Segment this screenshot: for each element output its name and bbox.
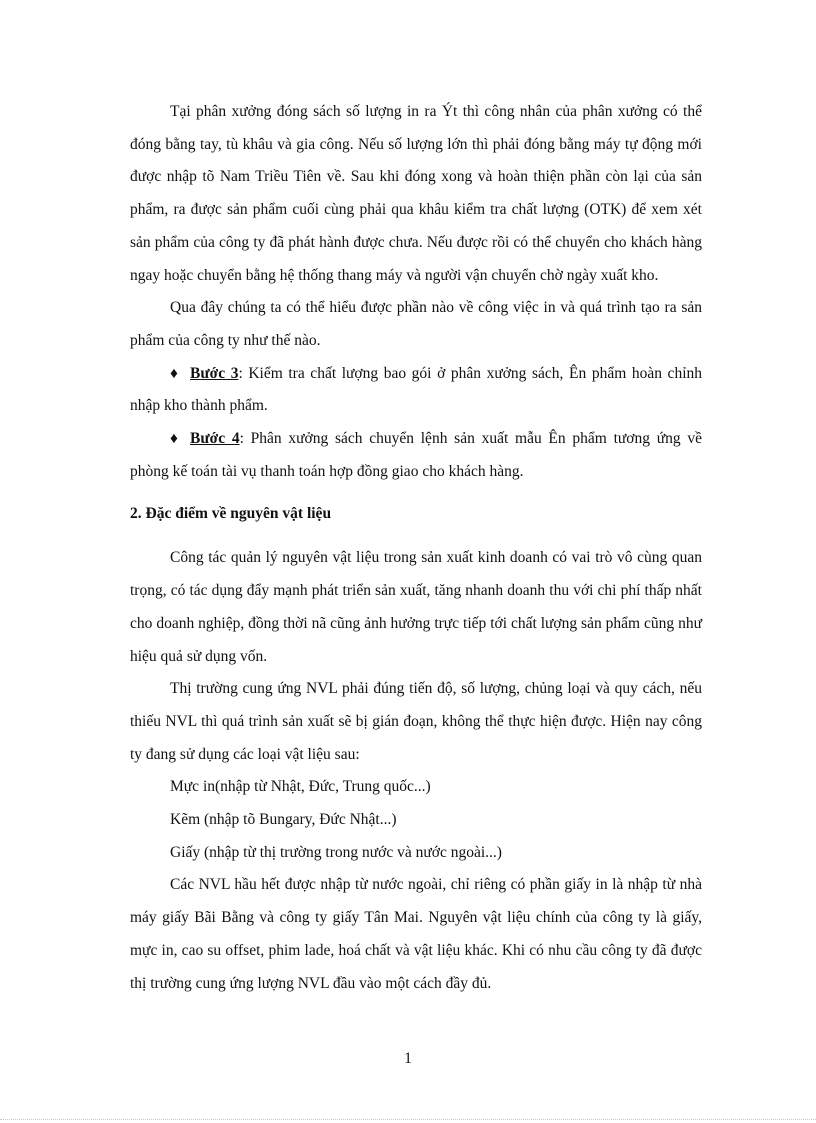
document-page <box>130 96 702 1000</box>
paragraph-supply-market: Thị trường cung ứng NVL phải đúng tiến độ, số lượng, chủng loại và quy cách, nếu thiếu NVL thì quá trình sản xuất sẽ bị gián đoạn, không thể thực hiện được. Hiện nay công ty đang sử dụng các loại vật liệu sau: <box>130 680 702 763</box>
step-4-label: Bước 4 <box>190 430 240 448</box>
diamond-bullet-icon: ♦ <box>170 430 178 448</box>
step-3-text: : Kiểm tra chất lượng bao gói ở phân xưởng sách, Ên phẩm hoàn chỉnh nhập kho thành phẩm. <box>130 364 702 415</box>
material-item-zinc: Kẽm (nhập tõ Bungary, Đức Nhật...) <box>170 811 397 829</box>
paragraph-summary: Qua đây chúng ta có thể hiểu được phần nào về công việc in và quá trình tạo ra sản phẩm của công ty như thế nào. <box>130 299 702 349</box>
diamond-bullet-icon: ♦ <box>170 364 178 382</box>
step-3 <box>130 358 702 423</box>
page-number: 1 <box>404 1050 412 1067</box>
footer-divider <box>0 1119 816 1120</box>
paragraph-material-management: Công tác quản lý nguyên vật liệu trong sản xuất kinh doanh có vai trò vô cùng quan trọng, có tác dụng đẩy mạnh phát triển sản xuất, tăng nhanh doanh thu với chi phí thấp nhất cho doanh nghiệp, đồng thời nã cũng ảnh hưởng trực tiếp tới chất lượng sản phẩm cũng như hiệu quả sử dụng vốn. <box>130 549 702 665</box>
section-heading: 2. Đặc điểm về nguyên vật liệu <box>130 505 332 523</box>
paragraph-bookbinding: Tại phân xưởng đóng sách số lượng in ra Ýt thì công nhân của phân xưởng có thể đóng bằng tay, tù khâu và gia công. Nếu số lượng lớn thì phải đóng bằng máy tự động mới được nhập tõ Nam Triều Tiên về. Sau khi đóng xong và hoàn thiện phần còn lại của sản phẩm, ra được sản phẩm cuối cùng phải qua khâu kiểm tra chất lượng (OTK) để xem xét sản phẩm của công ty đã phát hành được chưa. Nếu được rồi có thể chuyển cho khách hàng ngay hoặc chuyển bằng hệ thống thang máy và người vận chuyển chờ ngày xuất kho. <box>130 103 702 284</box>
material-item-ink: Mực in(nhập từ Nhật, Đức, Trung quốc...) <box>170 778 431 796</box>
step-4 <box>130 423 702 488</box>
step-3-label: Bước 3 <box>190 364 239 382</box>
material-item-paper: Giấy (nhập từ thị trường trong nước và nước ngoài...) <box>170 843 502 861</box>
paragraph-imports: Các NVL hầu hết được nhập từ nước ngoài, chỉ riêng có phần giấy in là nhập từ nhà máy giấy Bãi Bằng và công ty giấy Tân Mai. Nguyên vật liệu chính của công ty là giấy, mực in, cao su offset, phim lade, hoá chất và vật liệu khác. Khi có nhu cầu công ty đã được thị trường cung ứng lượng NVL đầu vào một cách đầy đủ. <box>130 876 702 992</box>
step-4-text: : Phân xưởng sách chuyển lệnh sản xuất mẫu Ên phẩm tương ứng về phòng kế toán tài vụ thanh toán hợp đồng giao cho khách hàng. <box>130 430 702 480</box>
